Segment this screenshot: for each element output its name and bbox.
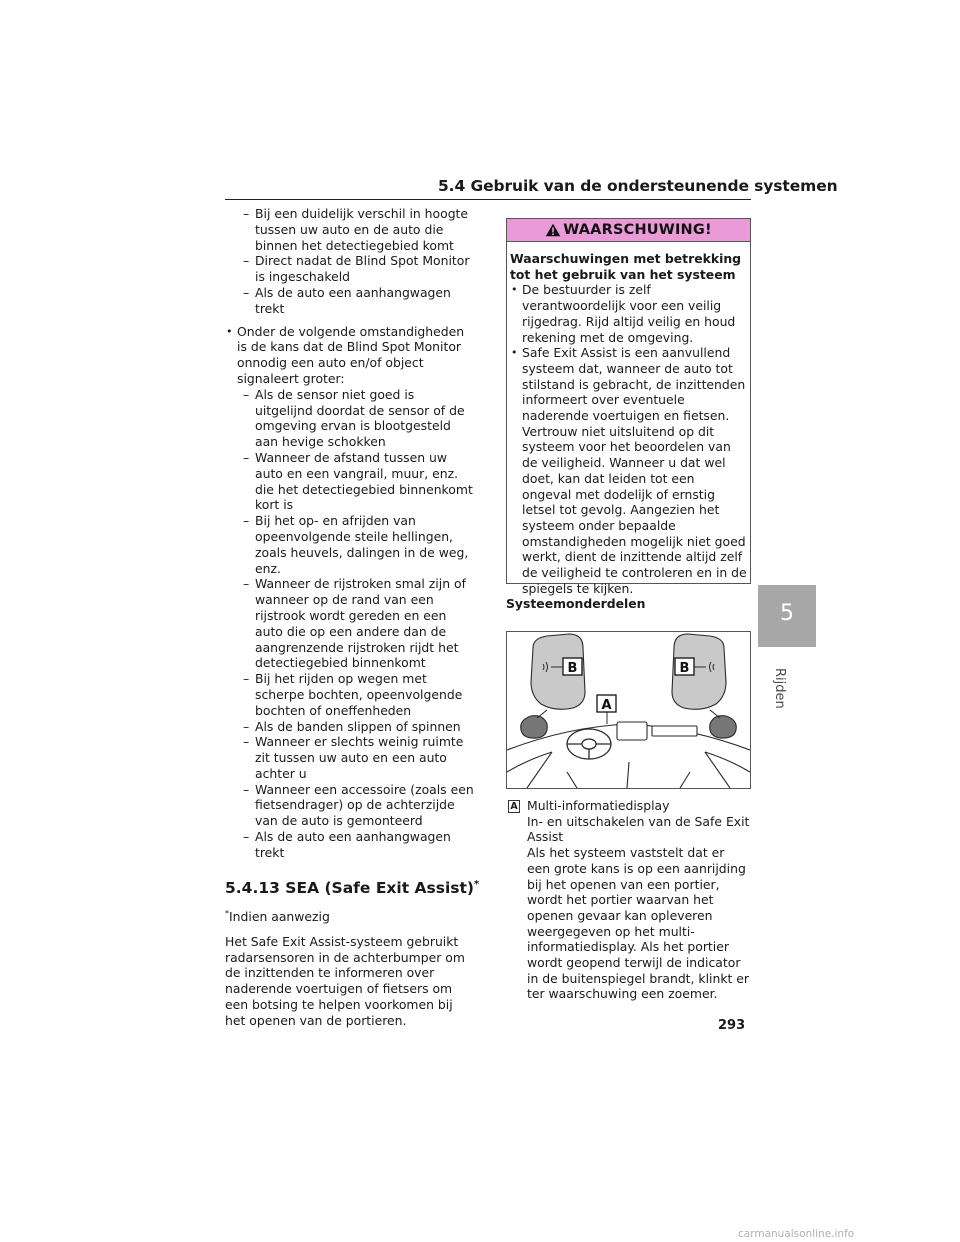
footnote	[225, 906, 475, 925]
warning-box	[506, 218, 751, 596]
section-title-marker: *	[474, 878, 480, 890]
list-item: – Wanneer een accessoire (zoals een fietsendrager) op de achterzijde van de auto is gemonteerd	[225, 782, 475, 829]
legend-title: Multi-informatiedisplay	[527, 798, 670, 813]
steering-wheel	[567, 729, 611, 759]
section-title-text: 5.4.13 SEA (Safe Exit Assist)	[225, 878, 474, 897]
left-column	[225, 206, 480, 1029]
warning-bullet: • De bestuurder is zelf verantwoordelijk voor een veilig rijgedrag. Rijd altijd veilig en houd rekening met de omgeving.	[510, 282, 747, 345]
svg-text:B: B	[679, 661, 690, 676]
list-item: – Als de auto een aanhangwagen trekt	[225, 829, 475, 861]
list-item: – Wanneer de afstand tussen uw auto en een vangrail, muur, enz. die het detectiegebied binnenkomt kort is	[225, 450, 475, 513]
warning-continuation: naderende voertuigen en fietsen. Vertrouw niet uitsluitend op dit systeem voor het beoordelen van de veiligheid. Wanneer u dat wel doet, kan dat leiden tot een ongeval met dodelijk of ernstig letsel tot gevolg. Aangezien het systeem onder bepaalde omstandigheden mogelijk niet goed werkt, dient de inzittende altijd zelf de veiligheid te controleren en in de spiegels te kijken.	[522, 408, 747, 596]
list-item: – Als de banden slippen of spinnen	[225, 719, 475, 735]
chapter-label: Rijden	[772, 668, 787, 709]
list-item: – Bij een duidelijk verschil in hoogte tussen uw auto en de auto die binnen het detectiegebied komt	[225, 206, 475, 253]
warning-bullet: • Safe Exit Assist is een aanvullend systeem dat, wanneer de auto tot stilstand is gebracht, de inzittenden informeert over eventuele	[510, 345, 747, 408]
list-item: – Als de auto een aanhangwagen trekt	[225, 285, 475, 317]
warning-heading: WAARSCHUWING!	[563, 222, 712, 238]
section-title	[225, 875, 480, 898]
system-components-title: Systeemonderdelen	[506, 596, 646, 611]
header-title: 5.4 Gebruik van de ondersteunende systemen	[438, 177, 838, 195]
intro-paragraph: Het Safe Exit Assist-systeem gebruikt radarsensoren in de achterbumper om de inzittenden te informeren over naderende voertuigen of fietsers om een botsing te helpen voorkomen bij het openen van de portieren.	[225, 933, 465, 1028]
callout-b-left	[563, 658, 582, 676]
chapter-number: 5	[780, 601, 794, 626]
warning-subheading: Waarschuwingen met betrekking tot het gebruik van het systeem	[510, 251, 742, 282]
watermark: carmanualsonline.info	[738, 1228, 855, 1240]
center-display	[617, 722, 697, 740]
list-item: – Bij het op- en afrijden van opeenvolgende steile hellingen, zoals heuvels, dalingen in de weg, enz.	[225, 513, 475, 576]
dashboard-drawing	[507, 632, 750, 788]
page-number: 293	[718, 1018, 746, 1033]
footnote-marker: *	[225, 908, 229, 918]
footnote-text: Indien aanwezig	[229, 908, 330, 924]
legend-description: In- en uitschakelen van de Safe Exit Assist	[527, 813, 750, 845]
bullet-intro: • Onder de volgende omstandigheden is de kans dat de Blind Spot Monitor onnodig een auto en/of object signaleert groter:	[237, 323, 465, 386]
legend-entry	[506, 798, 751, 1002]
right-mirror	[672, 634, 736, 738]
warning-body	[507, 242, 750, 596]
warning-triangle-icon	[545, 223, 561, 237]
list-item: – Wanneer er slechts weinig ruimte zit tussen uw auto en een auto achter u	[225, 734, 475, 781]
warning-header	[507, 219, 750, 242]
list-item: – Bij het rijden op wegen met scherpe bochten, opeenvolgende bochten of oneffenheden	[225, 671, 475, 718]
svg-text:A: A	[601, 698, 612, 713]
svg-text:B: B	[567, 661, 578, 676]
callout-a	[597, 695, 616, 713]
header-rule	[225, 199, 751, 200]
legend-text	[506, 798, 751, 1002]
legend-description-2: Als het systeem vaststelt dat er een grote kans is op een aanrijding bij het openen van een portier, wordt het portier waarvan het openen gevaar kan opleveren weergegeven op het multi-informatiedisplay. Als het portier wordt geopend terwijl de indicator in de buitenspiegel brandt, klinkt er ter waarschuwing een zoemer.	[527, 845, 750, 1002]
list-item: – Als de sensor niet goed is uitgelijnd doordat de sensor of de omgeving ervan is blootgesteld aan hevige schokken	[225, 387, 475, 450]
callout-b-right	[675, 658, 694, 676]
legend-marker: A	[508, 800, 520, 813]
list-item: – Wanneer de rijstroken smal zijn of wanneer op de rand van een rijstrook wordt gereden en een auto die op een andere dan de aangrenzende rijstroken rijdt het detectiegebied binnenkomt	[225, 576, 475, 671]
chapter-tab-divider	[758, 647, 816, 649]
chapter-tab	[758, 585, 816, 647]
left-mirror	[521, 634, 585, 738]
dashboard-illustration	[506, 631, 751, 789]
list-item: – Direct nadat de Blind Spot Monitor is ingeschakeld	[225, 253, 475, 285]
bullet-item	[225, 324, 475, 861]
